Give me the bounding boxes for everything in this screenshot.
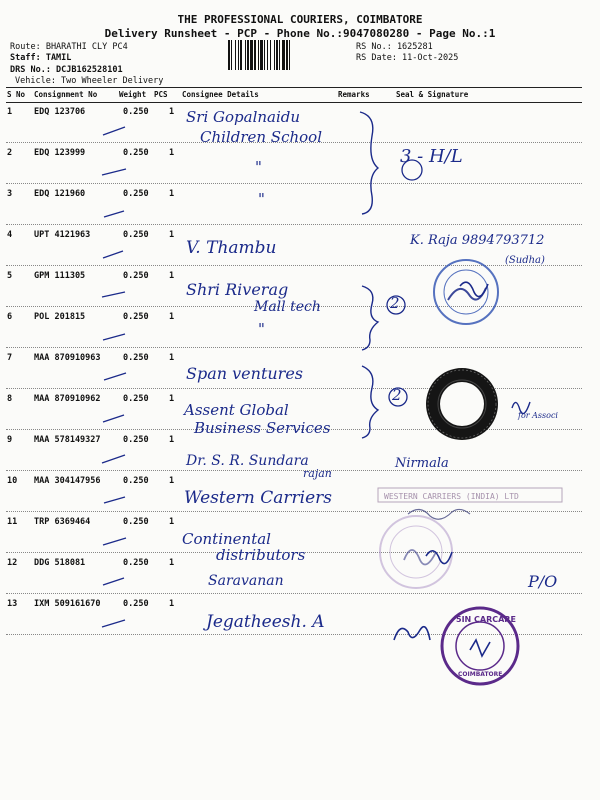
runsheet-subtitle: Delivery Runsheet - PCP - Phone No.:9047080280 - Page No.:1 [104,27,496,40]
col-consignee: Consignee Details [182,90,259,99]
row-sno: 3 [7,189,13,199]
row-sno: 5 [7,271,13,281]
svg-text:5IN CARCARE: 5IN CARCARE [456,615,516,624]
handwriting-consignee-5b: Mall tech [254,299,321,315]
handwriting-consignee-13: Jegatheesh. A [206,612,325,632]
row-sno: 11 [7,517,18,527]
row-pcs: 1 [169,599,175,609]
handwriting-consignee-3: " [258,190,265,208]
row-consignment-no: EDQ 123706 [34,107,86,117]
row-consignment-no: MAA 870910963 [34,353,101,363]
row-weight: 0.250 [123,517,149,527]
col-remarks: Remarks [338,90,370,99]
handwriting-consignee-9: Dr. S. R. Sundara [186,453,309,469]
staff-label: Staff: TAMIL [10,53,72,63]
row-pcs: 1 [169,558,175,568]
row-sno: 12 [7,558,18,568]
faded-round-stamp [380,516,452,588]
svg-text:WESTERN CARRIERS (INDIA) LTD: WESTERN CARRIERS (INDIA) LTD [384,492,519,501]
row-pcs: 1 [169,353,175,363]
black-round-stamp [426,368,498,440]
row-weight: 0.250 [123,271,149,281]
handwriting-consignee-4: V. Thambu [186,238,277,258]
row-consignment-no: MAA 304147956 [34,476,101,486]
col-consignment: Consignment No [34,90,98,99]
handwriting-consignee-11: Continental [182,530,271,548]
col-weight: Weight [119,90,147,99]
row-weight: 0.250 [123,394,149,404]
row-pcs: 1 [169,230,175,240]
row-consignment-no: POL 201815 [34,312,86,322]
row-weight: 0.250 [123,107,149,117]
row-pcs: 1 [169,476,175,486]
signature-associ: for Associ [518,411,558,420]
handwriting-consignee-6: " [258,320,265,338]
rs-number: RS No.: 1625281 [356,42,433,52]
remark-3-hl: 3 - H/L [400,146,463,167]
row-sno: 6 [7,312,13,322]
col-sno: S No [7,90,26,99]
row-sno: 10 [7,476,18,486]
row-sno: 8 [7,394,13,404]
remark-count-2b: 2 [392,386,402,404]
receiver-phone: K. Raja 9894793712 [410,233,545,248]
handwriting-consignee-9b: rajan [303,467,332,480]
row-weight: 0.250 [123,230,149,240]
row-weight: 0.250 [123,435,149,445]
handwriting-consignee-12: Saravanan [208,573,284,589]
handwriting-consignee-10: Western Carriers [184,488,332,508]
handwriting-consignee-8b: Business Services [194,419,331,437]
row-weight: 0.250 [123,599,149,609]
western-stamp [378,488,562,519]
svg-text:COIMBATORE: COIMBATORE [458,671,503,678]
row-sno: 1 [7,107,13,117]
route-label: Route: BHARATHI CLY PC4 [10,42,128,52]
signature-nirmala: Nirmala [395,456,449,471]
handwriting-consignee-11b: distributors [216,546,306,564]
row-pcs: 1 [169,394,175,404]
signature-row-13 [394,627,430,640]
row-sno: 2 [7,148,13,158]
row-weight: 0.250 [123,148,149,158]
row-weight: 0.250 [123,312,149,322]
handwriting-consignee-8: Assent Global [184,401,289,419]
remark-count-2a: 2 [390,294,400,312]
row-pcs: 1 [169,189,175,199]
row-consignment-no: UPT 4121963 [34,230,91,240]
col-pcs: PCS [154,90,168,99]
row-weight: 0.250 [123,353,149,363]
signature-po: P/O [528,572,558,591]
row-sno: 7 [7,353,13,363]
handwriting-consignee-7: Span ventures [186,364,304,383]
handwriting-consignee-2: " [255,158,262,176]
row-weight: 0.250 [123,189,149,199]
drs-label: DRS No.: DCJB162528101 [10,65,123,75]
row-sno: 13 [7,599,18,609]
row-pcs: 1 [169,107,175,117]
handwriting-consignee-5: Shri Riverag [186,280,289,299]
row-weight: 0.250 [123,558,149,568]
bracket-rows-1-3 [360,112,378,214]
vehicle-label: Vehicle: Two Wheeler Delivery [15,76,164,86]
row-pcs: 1 [169,435,175,445]
row-consignment-no: GPM 111305 [34,271,86,281]
handwriting-consignee-1b: Children School [200,128,323,146]
row-consignment-no: DDG 518081 [34,558,86,568]
circle-2b [389,388,407,406]
circle-3 [402,160,422,180]
row-consignment-no: MAA 870910962 [34,394,101,404]
bracket-rows-5-6 [362,286,378,350]
row-pcs: 1 [169,517,175,527]
row-pcs: 1 [169,271,175,281]
signature-sudha: (Sudha) [505,255,545,266]
row-consignment-no: EDQ 121960 [34,189,86,199]
handwriting-consignee-1: Sri Gopalnaidu [186,108,301,126]
row-consignment-no: TRP 6369464 [34,517,91,527]
row-consignment-no: EDQ 123999 [34,148,86,158]
circle-2a [387,296,405,314]
bracket-rows-7-8 [362,366,378,438]
round-stamp-rivera [434,260,498,324]
row-pcs: 1 [169,312,175,322]
carcare-stamp [442,608,518,684]
row-pcs: 1 [169,148,175,158]
row-consignment-no: MAA 578149327 [34,435,101,445]
rs-date: RS Date: 11-Oct-2025 [356,53,459,63]
row-weight: 0.250 [123,476,149,486]
row-consignment-no: IXM 509161670 [34,599,101,609]
row-sno: 9 [7,435,13,445]
col-seal: Seal & Signature [396,90,469,99]
company-title: THE PROFESSIONAL COURIERS, COIMBATORE [177,13,423,26]
signature-row-8 [512,402,530,414]
row-sno: 4 [7,230,13,240]
